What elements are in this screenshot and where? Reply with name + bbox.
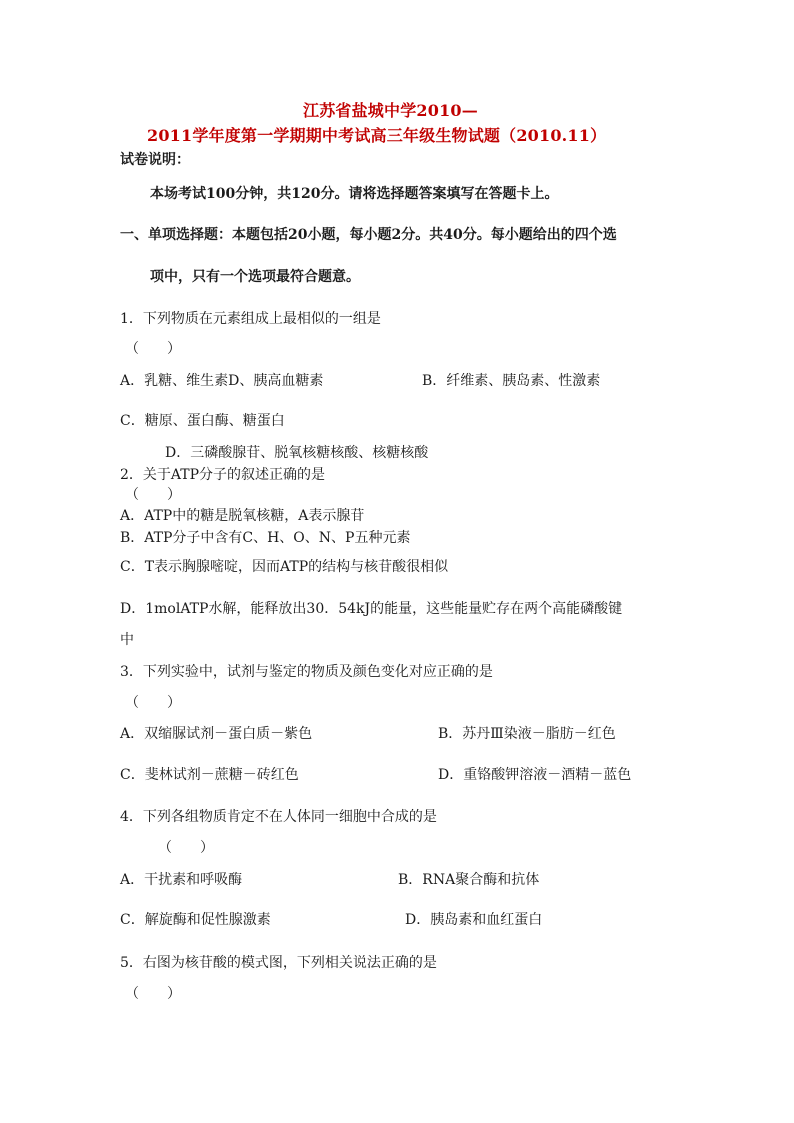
q1-option-b: B．纤维素、胰岛素、性激素 xyxy=(422,373,601,389)
section1-heading-line1: 一、单项选择题：本题包括20小题，每小题2分。共40分。每小题给出的四个选 xyxy=(120,227,617,243)
q5-stem: 5．右图为核苷酸的模式图，下列相关说法正确的是 xyxy=(120,955,437,971)
exam-title-line2: 2011学年度第一学期期中考试高三年级生物试题（2010.11） xyxy=(147,126,607,145)
q1-option-c: C．糖原、蛋白酶、糖蛋白 xyxy=(120,413,285,429)
q3-option-c: C．斐林试剂－蔗糖－砖红色 xyxy=(120,767,299,783)
q4-option-a: A．干扰素和呼吸酶 xyxy=(120,872,243,888)
q1-option-a: A．乳糖、维生素D、胰高血糖素 xyxy=(120,373,324,389)
q3-option-b: B．苏丹Ⅲ染液－脂肪－红色 xyxy=(438,726,616,742)
q5-answer-blank: （ ） xyxy=(125,986,181,1002)
q2-option-b: B．ATP分子中含有C、H、O、N、P五种元素 xyxy=(120,530,411,546)
q2-stem: 2．关于ATP分子的叙述正确的是 xyxy=(120,467,326,483)
q4-option-c: C．解旋酶和促性腺激素 xyxy=(120,912,271,928)
exam-title-line1: 江苏省盐城中学2010— xyxy=(303,101,478,120)
instructions-text: 本场考试100分钟，共120分。请将选择题答案填写在答题卡上。 xyxy=(150,186,559,202)
q3-stem: 3．下列实验中，试剂与鉴定的物质及颜色变化对应正确的是 xyxy=(120,664,493,680)
q2-option-d-line2: 中 xyxy=(120,632,134,648)
q2-option-a: A．ATP中的糖是脱氧核糖，A表示腺苷 xyxy=(120,508,365,524)
q1-answer-blank: （ ） xyxy=(125,341,181,357)
q2-answer-blank: （ ） xyxy=(125,487,181,503)
q3-option-a: A．双缩脲试剂－蛋白质－紫色 xyxy=(120,726,313,742)
q1-stem: 1．下列物质在元素组成上最相似的一组是 xyxy=(120,311,381,327)
q4-option-b: B．RNA聚合酶和抗体 xyxy=(398,872,540,888)
q4-stem: 4．下列各组物质肯定不在人体同一细胞中合成的是 xyxy=(120,809,437,825)
q4-option-d: D．胰岛素和血红蛋白 xyxy=(405,912,543,928)
q3-answer-blank: （ ） xyxy=(125,695,181,711)
section1-heading-line2: 项中，只有一个选项最符合题意。 xyxy=(150,269,360,285)
instructions-heading: 试卷说明： xyxy=(120,152,190,168)
q2-option-c: C．T表示胸腺嘧啶，因而ATP的结构与核苷酸很相似 xyxy=(120,559,449,575)
q1-option-d: D．三磷酸腺苷、脱氧核糖核酸、核糖核酸 xyxy=(165,445,429,461)
q2-option-d-line1: D．1molATP水解，能释放出30．54kJ的能量，这些能量贮存在两个高能磷酸键 xyxy=(120,601,623,617)
q4-answer-blank: （ ） xyxy=(158,840,214,856)
q3-option-d: D．重铬酸钾溶液－酒精－蓝色 xyxy=(438,767,632,783)
